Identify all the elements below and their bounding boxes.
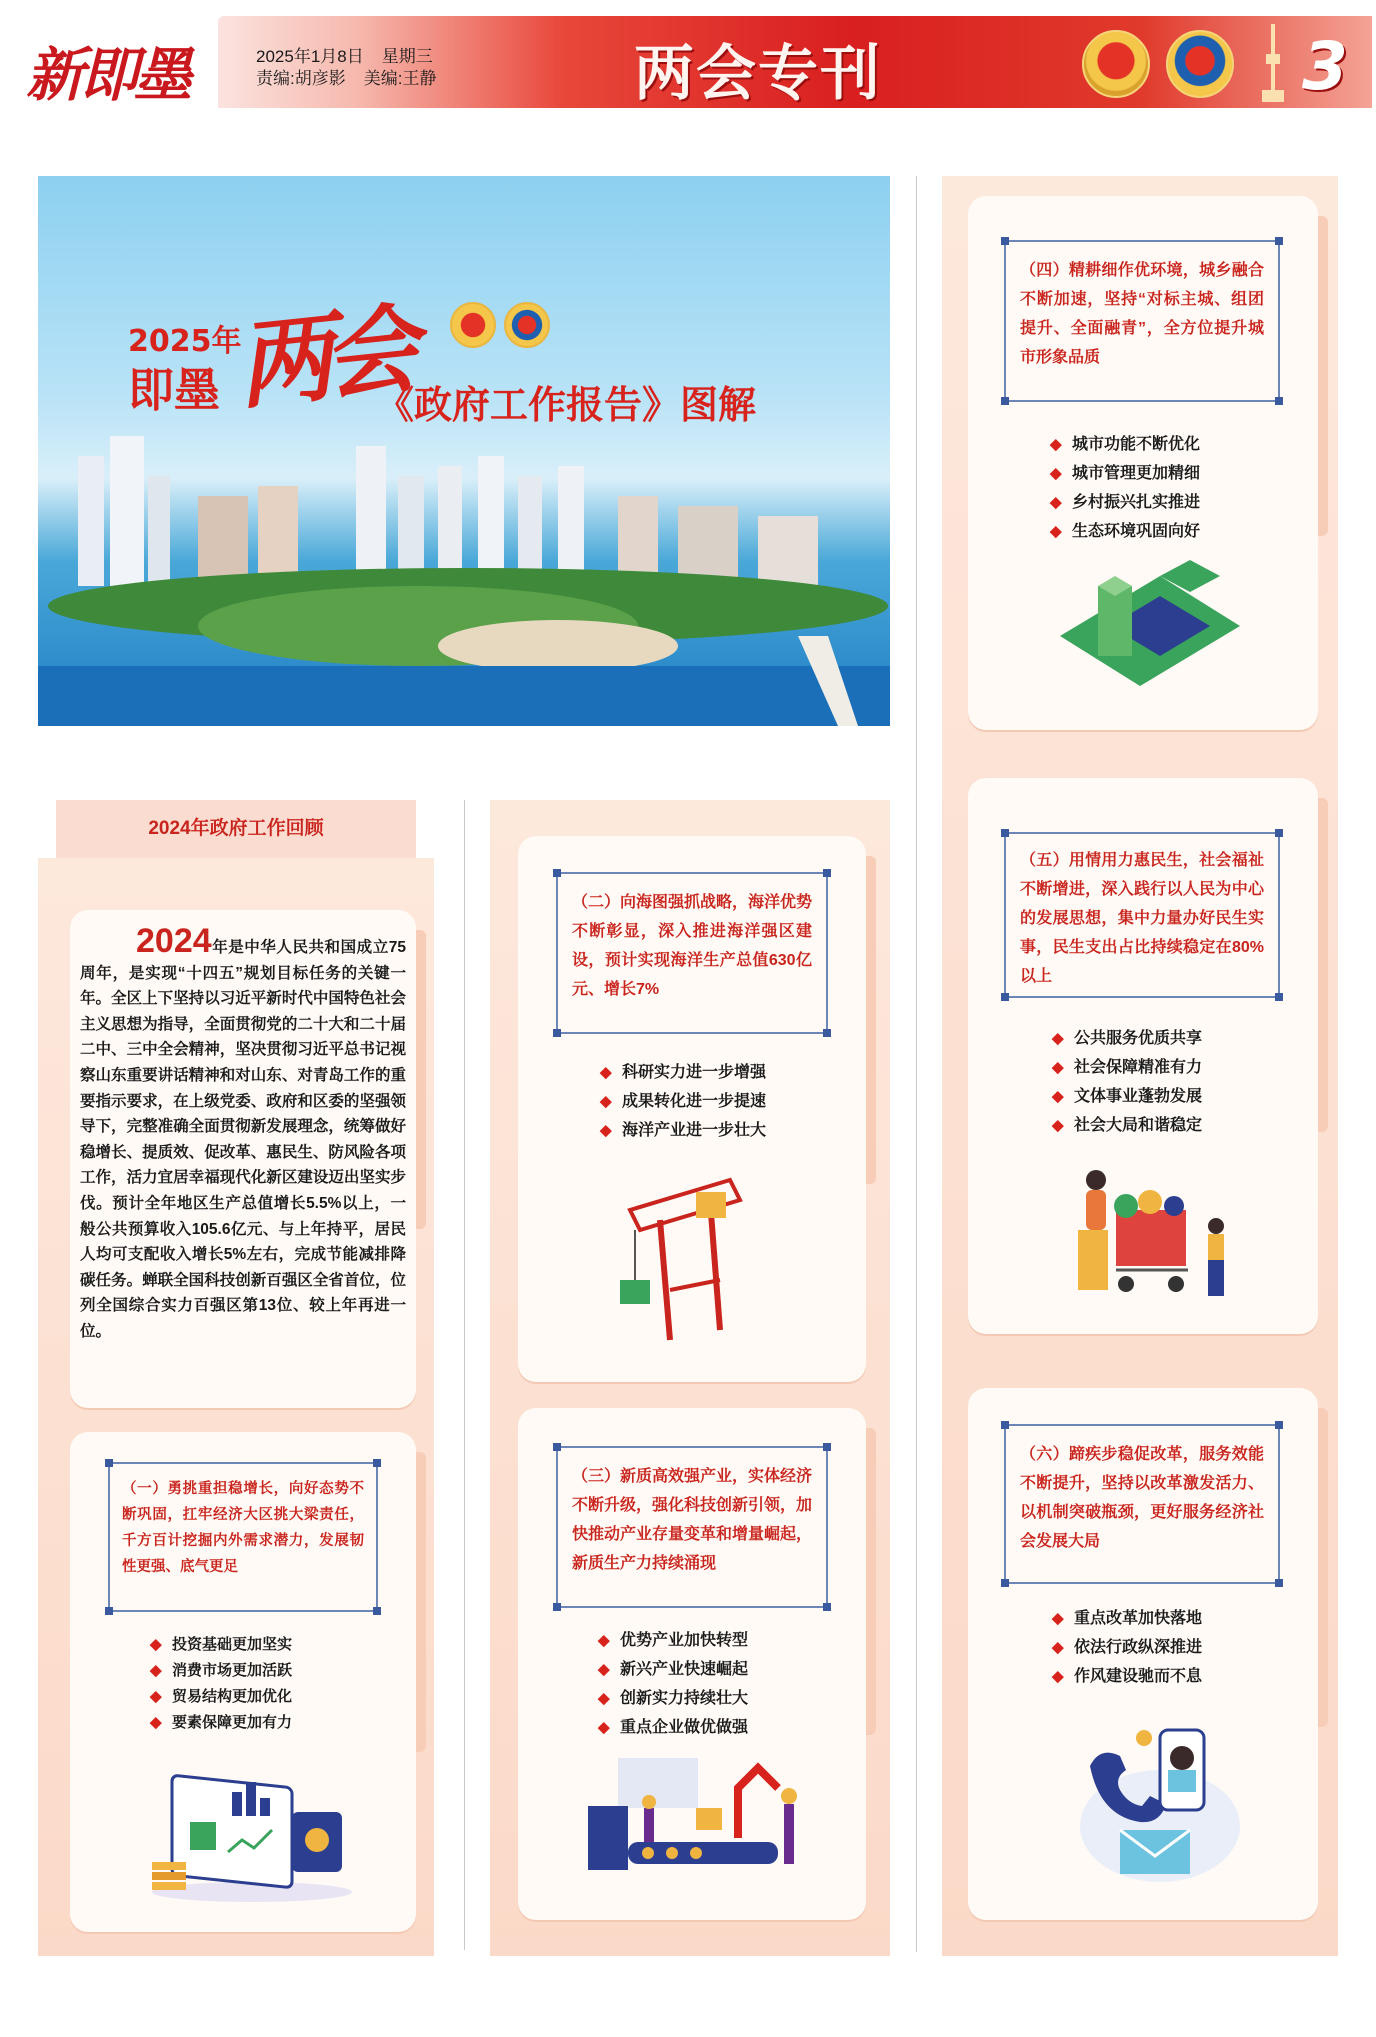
list-item: ◆ 要素保障更加有力 bbox=[150, 1710, 292, 1736]
list-item: ◆ 文体事业蓬勃发展 bbox=[1052, 1082, 1202, 1111]
chart-board-icon bbox=[142, 1752, 362, 1902]
column-divider-1 bbox=[464, 800, 465, 1950]
hero-place: 即墨 bbox=[128, 363, 220, 417]
cppcc-emblem-icon bbox=[504, 302, 550, 348]
list-item: ◆ 贸易结构更加优化 bbox=[150, 1684, 292, 1710]
section-points-1 bbox=[150, 1632, 292, 1736]
city-block-icon bbox=[1050, 556, 1250, 686]
factory-robot-icon bbox=[588, 1748, 808, 1878]
section-title: 两会专刊 bbox=[634, 39, 882, 109]
section-points-4 bbox=[1050, 430, 1200, 546]
hero-banner bbox=[38, 176, 890, 726]
section-heading-3: （三）新质高效强产业，实体经济不断升级，强化科技创新引领，加快推动产业存量变革和增量崛起，新质生产力持续涌现 bbox=[572, 1468, 813, 1572]
list-item: ◆ 投资基础更加坚实 bbox=[150, 1632, 292, 1658]
list-item: ◆ 重点企业做优做强 bbox=[598, 1713, 748, 1742]
list-item: ◆ 新兴产业快速崛起 bbox=[598, 1655, 748, 1684]
intro-paragraph bbox=[80, 924, 406, 1345]
national-emblem-icon bbox=[450, 302, 496, 348]
section-heading-2: （二）向海图强抓战略，海洋优势不断彰显，深入推进海洋强区建设，预计实现海洋生产总值630亿元、增长7% bbox=[572, 894, 813, 998]
newspaper-logo: 新即墨 bbox=[26, 41, 189, 109]
section-heading-1: （一）勇挑重担稳增长，向好态势不断巩固，扛牢经济大区挑大梁责任，千方百计挖掘内外需求潜力，发展韧性更强、底气更足 bbox=[122, 1481, 364, 1575]
list-item: ◆ 城市功能不断优化 bbox=[1050, 430, 1200, 459]
section-heading-box-2 bbox=[556, 872, 828, 1034]
section-heading-box-1 bbox=[108, 1462, 378, 1612]
section-heading-box-5 bbox=[1004, 832, 1280, 998]
tower-icon bbox=[1258, 24, 1288, 102]
designer-credit: 美编:王静 bbox=[363, 69, 437, 88]
section-heading-5: （五）用情用力惠民生，社会福祉不断增进，深入践行以人民为中心的发展思想，集中力量办好民生实事，民生支出占比持续稳定在80%以上 bbox=[1020, 852, 1264, 985]
list-item: ◆ 海洋产业进一步壮大 bbox=[600, 1116, 766, 1145]
section-heading-box-3 bbox=[556, 1446, 828, 1608]
section-points-3 bbox=[598, 1626, 748, 1742]
list-item: ◆ 城市管理更加精细 bbox=[1050, 459, 1200, 488]
national-emblem-icon bbox=[1082, 30, 1150, 98]
list-item: ◆ 优势产业加快转型 bbox=[598, 1626, 748, 1655]
issue-date: 2025年1月8日 bbox=[256, 47, 364, 66]
issue-meta bbox=[256, 46, 454, 90]
port-crane-icon bbox=[600, 1170, 760, 1350]
list-item: ◆ 生态环境巩固向好 bbox=[1050, 517, 1200, 546]
issue-weekday: 星期三 bbox=[381, 47, 433, 66]
list-item: ◆ 公共服务优质共享 bbox=[1052, 1024, 1202, 1053]
city-skyline-image bbox=[38, 436, 890, 726]
section-points-2 bbox=[600, 1058, 766, 1145]
editor-credit: 责编:胡彦影 bbox=[256, 69, 346, 88]
list-item: ◆ 消费市场更加活跃 bbox=[150, 1658, 292, 1684]
page-number: 3 bbox=[1302, 28, 1348, 105]
masthead bbox=[22, 16, 1372, 108]
column-divider-2 bbox=[916, 176, 917, 1952]
section-heading-6: （六）蹄疾步稳促改革，服务效能不断提升，坚持以改革激发活力、以机制突破瓶颈，更好服务经济社会发展大局 bbox=[1020, 1446, 1264, 1550]
hero-year: 2025年 bbox=[128, 324, 242, 359]
hero-lianghui: 两会 bbox=[231, 292, 415, 423]
list-item: ◆ 创新实力持续壮大 bbox=[598, 1684, 748, 1713]
review-title: 2024年政府工作回顾 bbox=[56, 800, 416, 858]
list-item: ◆ 成果转化进一步提速 bbox=[600, 1087, 766, 1116]
section-points-6 bbox=[1052, 1604, 1202, 1691]
cppcc-emblem-icon bbox=[1166, 30, 1234, 98]
list-item: ◆ 作风建设驰而不息 bbox=[1052, 1662, 1202, 1691]
shopping-family-icon bbox=[1056, 1166, 1256, 1306]
list-item: ◆ 科研实力进一步增强 bbox=[600, 1058, 766, 1087]
list-item: ◆ 社会保障精准有力 bbox=[1052, 1053, 1202, 1082]
section-heading-4: （四）精耕细作优环境，城乡融合不断加速，坚持“对标主城、组团提升、全面融青”，全方位提升城市形象品质 bbox=[1020, 262, 1264, 366]
section-heading-box-6 bbox=[1004, 1424, 1280, 1584]
section-points-5 bbox=[1052, 1024, 1202, 1140]
list-item: ◆ 乡村振兴扎实推进 bbox=[1050, 488, 1200, 517]
service-phone-icon bbox=[1070, 1726, 1250, 1886]
list-item: ◆ 社会大局和谐稳定 bbox=[1052, 1111, 1202, 1140]
section-heading-box-4 bbox=[1004, 240, 1280, 402]
list-item: ◆ 重点改革加快落地 bbox=[1052, 1604, 1202, 1633]
intro-year: 2024 bbox=[136, 922, 212, 960]
intro-text: 年是中华人民共和国成立75周年，是实现“十四五”规划目标任务的关键一年。全区上下坚持以习近平新时代中国特色社会主义思想为指导，全面贯彻党的二十大和二十届二中、三中全会精神，坚决贯彻习近平总书记视察山东重要讲话精神和对山东、对青岛工作的重要指示要求，在上级党委、政府和区委的坚强领导下，完整准确全面贯彻新发展理念，统筹做好稳增长、提质效、促改革、惠民生、防风险各项工作，活力宜居幸福现代化新区建设迈出坚实步伐。预计全年地区生产总值增长5.5%以上，一般公共预算收入105.6亿元、与上年持平，居民人均可支配收入增长5%左右，完成节能减排降碳任务。蝉联全国科技创新百强区全省首位，位列全国综合实力百强区第13位、较上年再进一位。 bbox=[80, 939, 406, 1340]
hero-report-title: 《政府工作报告》图解 bbox=[376, 383, 757, 427]
list-item: ◆ 依法行政纵深推进 bbox=[1052, 1633, 1202, 1662]
